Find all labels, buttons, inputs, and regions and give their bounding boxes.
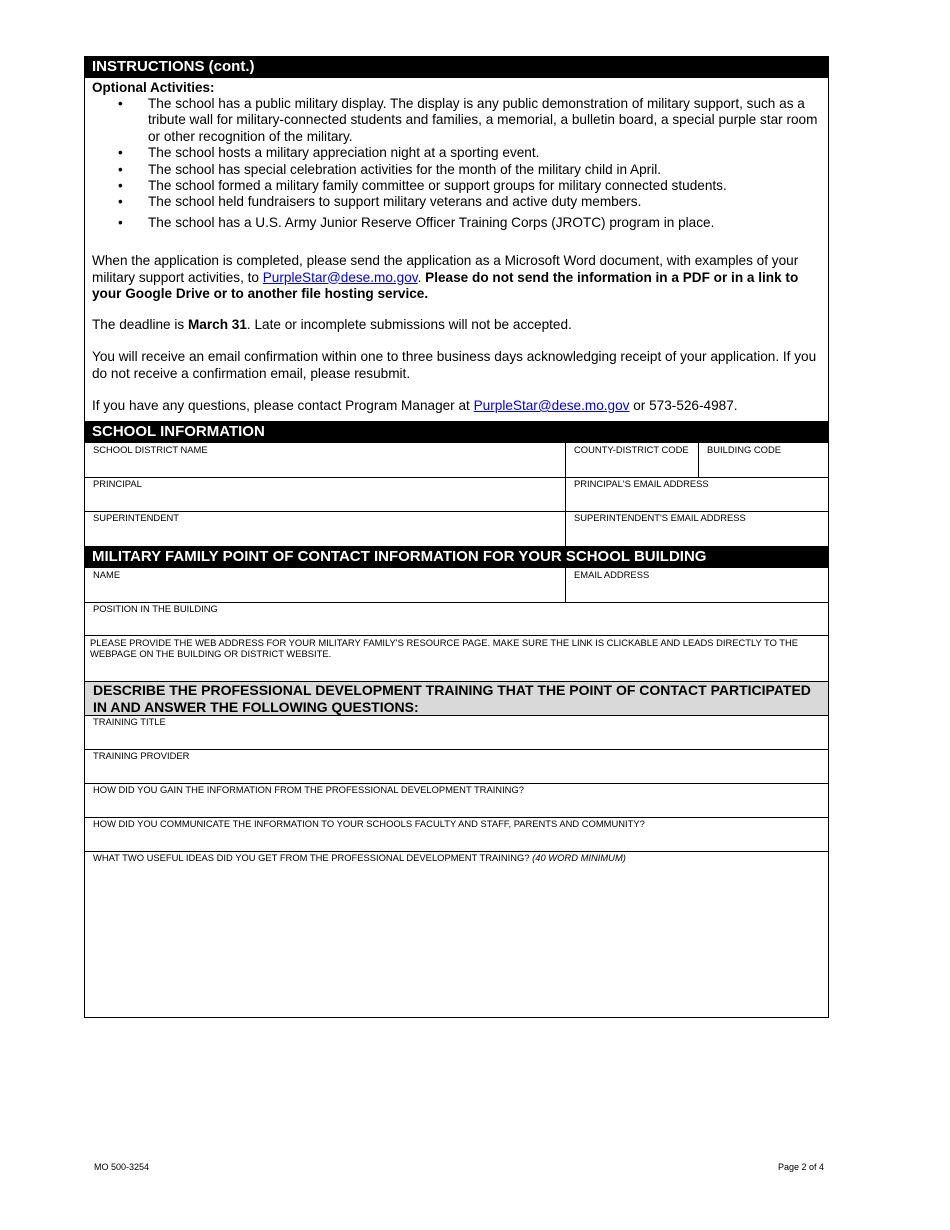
submission-text-punct: . <box>417 269 426 285</box>
contact-name-field[interactable]: NAME <box>93 569 121 580</box>
list-item: • The school has a public military display. The display is any public demonstration of military support, such as a tribute wall for military-connected students and families, a memorial, a bulletin board, a special purple star room or other recognition of the military. <box>92 96 822 145</box>
communicate-information-field[interactable]: HOW DID YOU COMMUNICATE THE INFORMATION TO YOUR SCHOOLS FACULTY AND STAFF, PARENTS AND COMMUNITY? <box>93 818 645 829</box>
list-item: • The school hosts a military appreciation night at a sporting event. <box>92 145 822 161</box>
principal-email-field[interactable]: PRINCIPAL'S EMAIL ADDRESS <box>574 478 709 489</box>
useful-ideas-label: WHAT TWO USEFUL IDEAS DID YOU GET FROM THE PROFESSIONAL DEVELOPMENT TRAINING? <box>93 852 533 863</box>
useful-ideas-field[interactable] <box>93 852 626 863</box>
questions-email-link[interactable]: PurpleStar@dese.mo.gov <box>473 398 630 413</box>
divider <box>565 568 566 602</box>
list-item: • The school formed a military family committee or support groups for military connected students. <box>92 178 822 194</box>
divider <box>84 477 829 478</box>
gain-information-field[interactable]: HOW DID YOU GAIN THE INFORMATION FROM THE PROFESSIONAL DEVELOPMENT TRAINING? <box>93 784 524 795</box>
deadline-prefix: The deadline is <box>92 317 188 332</box>
county-district-code-field[interactable]: COUNTY-DISTRICT CODE <box>574 444 689 455</box>
list-item: • The school held fundraisers to support military veterans and active duty members. <box>92 194 822 210</box>
school-district-name-field[interactable]: SCHOOL DISTRICT NAME <box>93 444 208 455</box>
school-information-header: SCHOOL INFORMATION <box>84 421 829 443</box>
divider <box>84 715 829 716</box>
principal-field[interactable]: PRINCIPAL <box>93 478 142 489</box>
optional-activities-heading: Optional Activities: <box>92 80 215 95</box>
training-provider-field[interactable]: TRAINING PROVIDER <box>93 750 190 761</box>
training-header: DESCRIBE THE PROFESSIONAL DEVELOPMENT TRAINING THAT THE POINT OF CONTACT PARTICIPATED IN AND ANSWER THE FOLLOWING QUESTIONS: <box>85 682 828 715</box>
questions-paragraph <box>92 398 822 415</box>
confirmation-paragraph: You will receive an email confirmation within one to three business days acknowledging receipt of your application. If you do not receive a confirmation email, please resubmit. <box>92 349 817 381</box>
divider <box>84 635 829 636</box>
list-item: • The school has a U.S. Army Junior Reserve Officer Training Corps (JROTC) program in place. <box>92 215 822 231</box>
email-link[interactable]: PurpleStar@dese.mo.gov <box>262 269 418 285</box>
building-code-field[interactable]: BUILDING CODE <box>707 444 781 455</box>
contact-email-field[interactable]: EMAIL ADDRESS <box>574 569 650 580</box>
optional-activities-list <box>92 96 822 231</box>
divider <box>698 443 699 477</box>
form-number: MO 500-3254 <box>94 1162 150 1172</box>
training-title-field[interactable]: TRAINING TITLE <box>93 716 166 727</box>
instructions-header: INSTRUCTIONS (cont.) <box>84 56 829 78</box>
word-minimum-note: (40 WORD MINIMUM) <box>532 852 626 863</box>
military-contact-header: MILITARY FAMILY POINT OF CONTACT INFORMATION FOR YOUR SCHOOL BUILDING <box>84 546 829 568</box>
superintendent-field[interactable]: SUPERINTENDENT <box>93 512 179 523</box>
deadline-paragraph <box>92 317 822 334</box>
submission-text: When the application is completed, please send the application as a Microsoft Word document, with examples of your military support activities, to <box>92 253 799 285</box>
list-item: • The school has special celebration activities for the month of the military child in April. <box>92 162 822 178</box>
web-address-field[interactable]: PLEASE PROVIDE THE WEB ADDRESS FOR YOUR MILITARY FAMILY'S RESOURCE PAGE. MAKE SURE THE LINK IS CLICKABLE AND LEADS DIRECTLY TO THE WEBPAGE ON THE BUILDING OR DISTRICT WEBSITE. <box>90 637 799 659</box>
submission-warning: Please do not send the information in a PDF or in a link to your Google Drive or to another file hosting service. <box>92 269 799 301</box>
divider <box>84 749 829 750</box>
questions-suffix: or 573-526-4987. <box>629 398 738 413</box>
position-field[interactable]: POSITION IN THE BUILDING <box>93 603 218 614</box>
deadline-date: March 31 <box>187 317 247 332</box>
superintendent-email-field[interactable]: SUPERINTENDENT'S EMAIL ADDRESS <box>574 512 746 523</box>
deadline-suffix: . Late or incomplete submissions will not be accepted. <box>246 317 572 332</box>
submission-paragraph <box>92 253 822 303</box>
questions-prefix: If you have any questions, please contact Program Manager at <box>92 398 474 413</box>
divider <box>565 443 566 546</box>
page-number: Page 2 of 4 <box>778 1162 825 1172</box>
